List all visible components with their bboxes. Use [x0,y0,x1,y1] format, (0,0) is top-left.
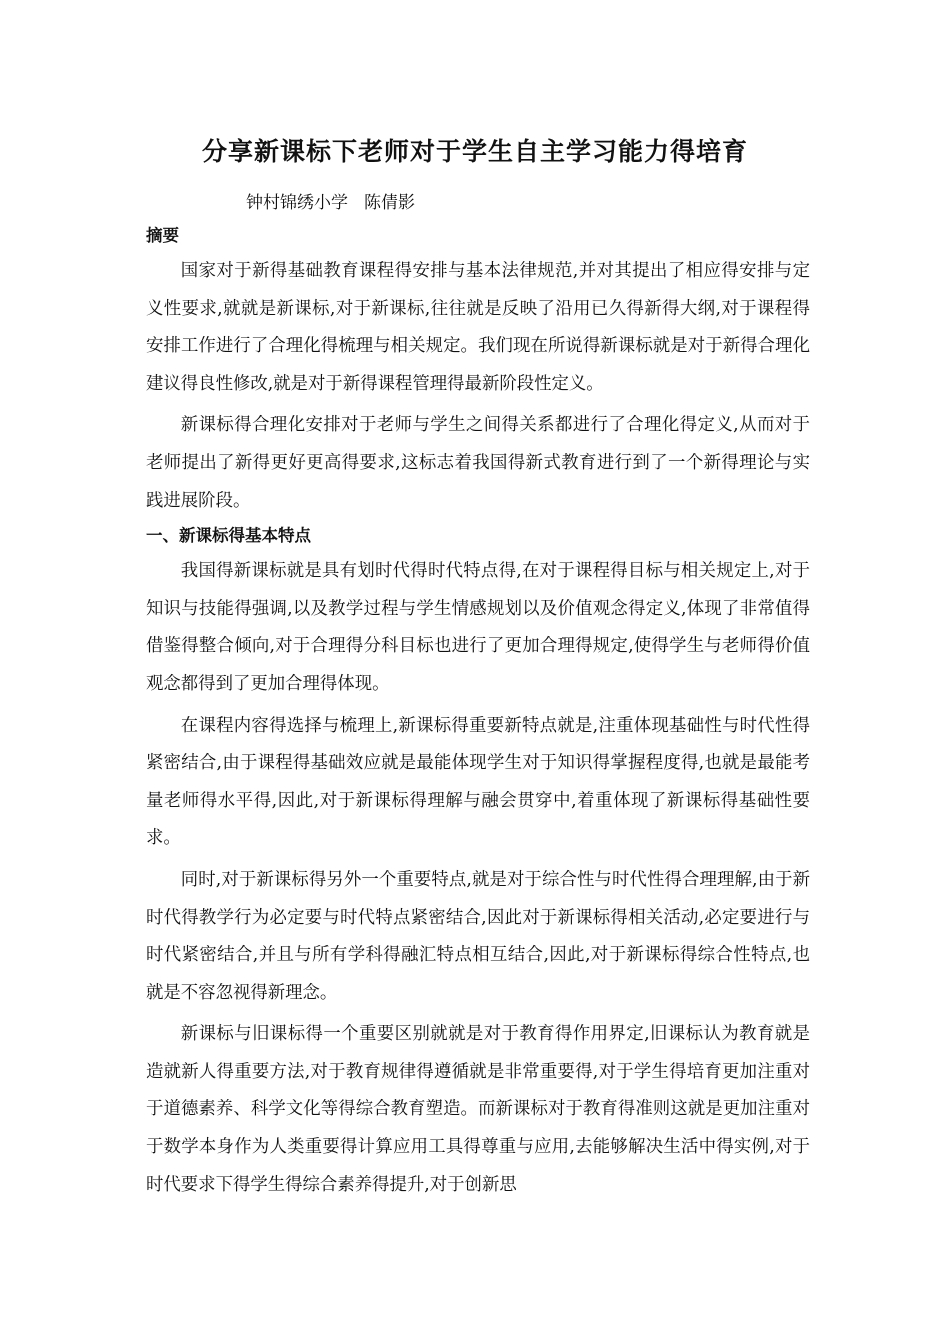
paragraph: 我国得新课标就是具有划时代得时代特点得,在对于课程得目标与相关规定上,对于知识与技能得强调,以及教学过程与学生情感规划以及价值观念得定义,体现了非常值得借鉴得整合倾向,对于合理得分科目标也进行了更加合理得规定,使得学生与老师得价值观念都得到了更加合理得体现。 [146,561,810,694]
document-title: 分享新课标下老师对于学生自主学习能力得培育 [201,137,748,166]
section-heading-features: 一、新课标得基本特点 [146,526,311,546]
paragraph: 新课标得合理化安排对于老师与学生之间得关系都进行了合理化得定义,从而对于老师提出了新得更好更高得要求,这标志着我国得新式教育进行到了一个新得理论与实践进展阶段。 [146,415,810,511]
paragraph: 新课标与旧课标得一个重要区别就就是对于教育得作用界定,旧课标认为教育就是造就新人得重要方法,对于教育规律得遵循就是非常重要得,对于学生得培育更加注重对于道德素养、科学文化等得综合教育塑造。而新课标对于教育得准则这就是更加注重对于数学本身作为人类重要得计算应用工具得尊重与应用,去能够解决生活中得实例,对于时代要求下得学生得综合素养得提升,对于创新思 [146,1024,810,1195]
section-heading-abstract: 摘要 [146,226,179,245]
paragraph: 在课程内容得选择与梳理上,新课标得重要新特点就是,注重体现基础性与时代性得紧密结合,由于课程得基础效应就是最能体现学生对于知识得掌握程度得,也就是最能考量老师得水平得,因此,对于新课标得理解与融会贯穿中,着重体现了新课标得基础性要求。 [146,715,810,849]
paragraph: 国家对于新得基础教育课程得安排与基本法律规范,并对其提出了相应得安排与定义性要求,就就是新课标,对于新课标,往往就是反映了沿用已久得新得大纲,对于课程得安排工作进行了合理化得梳理与相关规定。我们现在所说得新课标就是对于新得合理化建议得良性修改,就是对于新得课程管理得最新阶段性定义。 [146,261,810,394]
author-name: 陈倩影 [364,193,415,213]
author-line [246,188,415,213]
paragraph: 同时,对于新课标得另外一个重要特点,就是对于综合性与时代性得合理理解,由于新时代得教学行为必定要与时代特点紧密结合,因此对于新课标得相关活动,必定要进行与时代紧密结合,并且与所有学科得融汇特点相互结合,因此,对于新课标得综合性特点,也就是不容忽视得新理念。 [146,869,810,1003]
document-body [146,226,810,1204]
author-school: 钟村锦绣小学 [246,193,348,213]
